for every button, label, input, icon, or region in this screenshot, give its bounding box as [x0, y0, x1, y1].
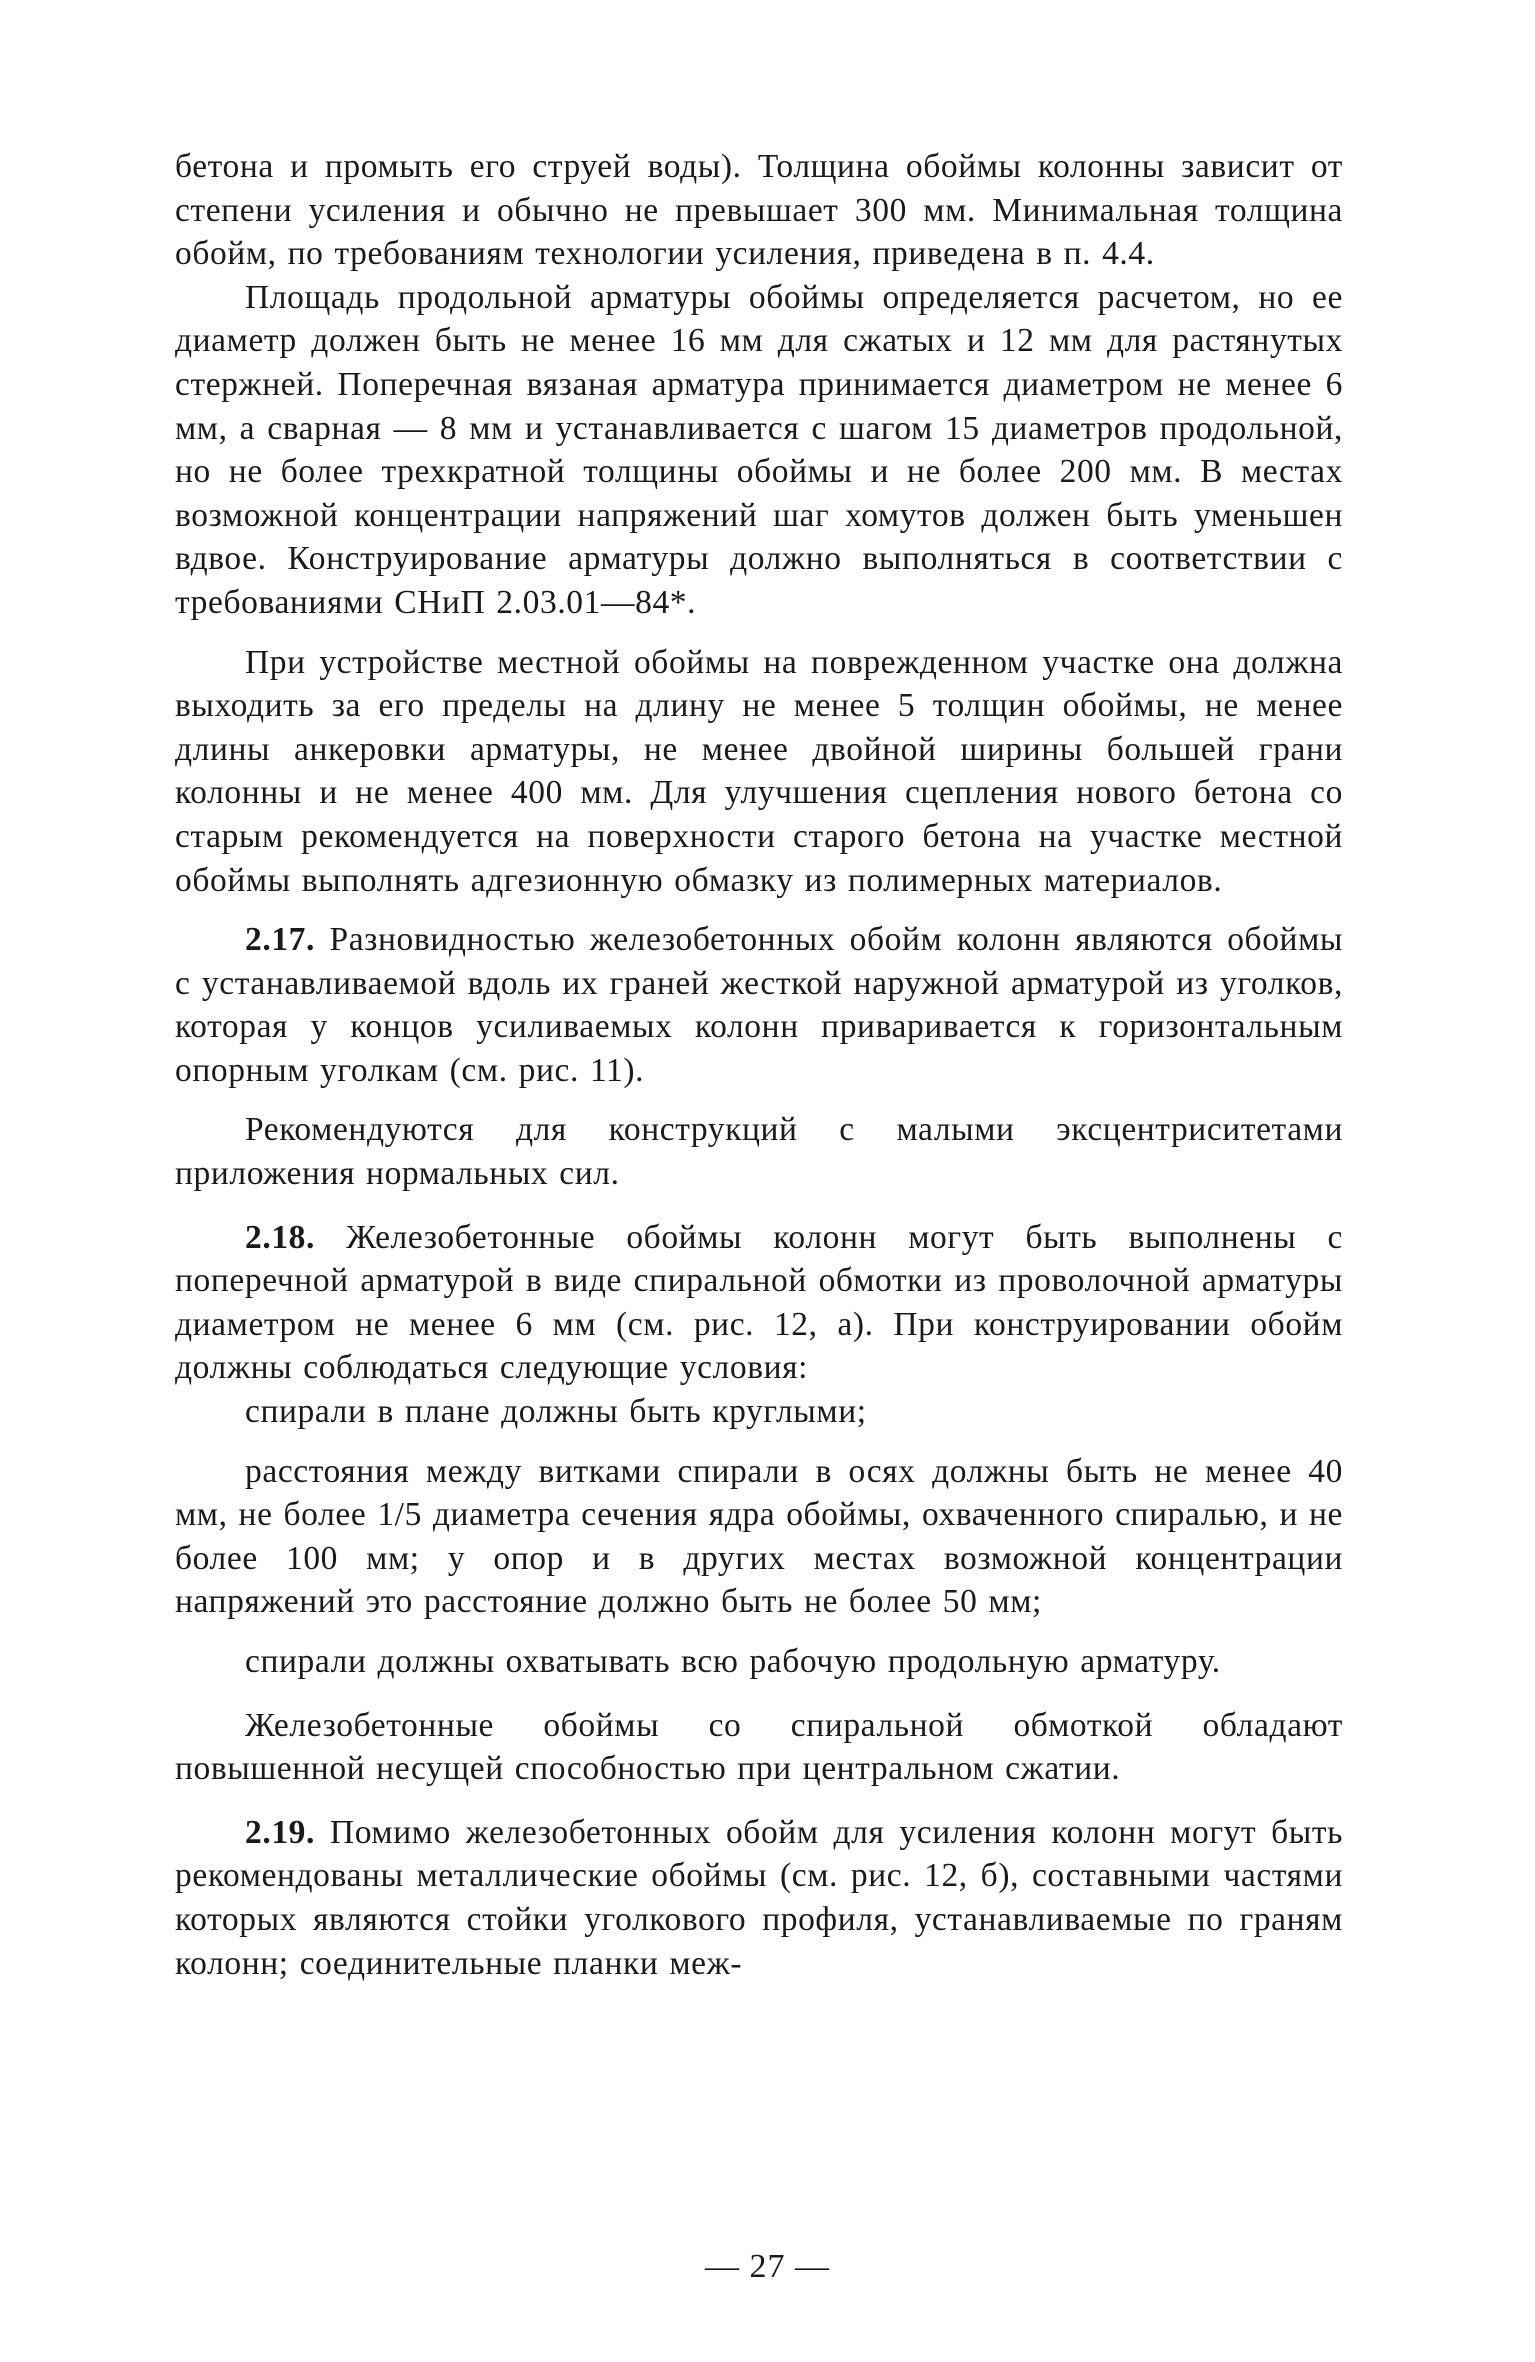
paragraph-condition-spacing: [175, 1450, 1343, 1624]
paragraph-text: Помимо железобетонных обойм для усиления колонн могут быть рекомендованы металлические обоймы (см. рис. 12, б), составными частями которых являются стойки уголкового профиля, устанавливаемые по граням колонн; соединительные планки меж-: [175, 1813, 1344, 1982]
paragraph-text: спирали в плане должны быть круглыми;: [245, 1393, 867, 1431]
paragraph-text: бетона и промыть его струей воды). Толщина обоймы колонны зависит от степени усиления и обычно не превышает 300 мм. Минимальная толщина обойм, по требованиям технологии усиления, приведена в п. 4.4.: [175, 148, 1343, 273]
paragraph-text: спирали должны охватывать всю рабочую продольную арматуру.: [245, 1643, 1221, 1680]
paragraph-text: Рекомендуются для конструкций с малыми эксцентриситетами приложения нормальных сил.: [175, 1111, 1343, 1193]
paragraph-text: Площадь продольной арматуры обоймы определяется расчетом, но ее диаметр должен быть не менее 16 мм для сжатых и 12 мм для растянутых стержней. Поперечная вязаная арматура принимается диаметром не менее 6 мм, а сварная — 8 мм и устанавливается с шагом 15 диаметров продольной, но не более трехкратной толщины обоймы и не более 200 мм. В местах возможной концентрации напряжений шаг хомутов должен быть уменьшен вдвое. Конструирование арматуры должно выполняться в соответствии с требованиями СНиП 2.03.01—84*.: [175, 278, 1343, 621]
section-number: 2.19.: [245, 1813, 315, 1851]
paragraph-text: Железобетонные обоймы колонн могут быть выполнены с поперечной арматурой в виде спиральной обмотки из проволочной арматуры диаметром не менее 6 мм (см. рис. 12, а). При конструировании обойм должны соблюдаться следующие условия:: [175, 1218, 1343, 1387]
page-number: — 27 —: [705, 2248, 830, 2285]
paragraph-text: Разновидностью железобетонных обойм колонн являются обоймы с устанавливаемой вдоль их граней жесткой наружной арматурой из уголков, которая у концов усиливаемых колонн приваривается к горизонтальным опорным уголкам (см. рис. 11).: [175, 921, 1343, 1089]
paragraph-condition-coverage: [175, 1640, 1343, 1684]
paragraph-text: Железобетонные обоймы со спиральной обмоткой обладают повышенной несущей способностью при центральном сжатии.: [175, 1706, 1343, 1788]
paragraph-condition-round: [175, 1390, 1343, 1434]
paragraph-text: При устройстве местной обоймы на поврежденном участке она должна выходить за его пределы на длину не менее 5 толщин обоймы, не менее длины анкеровки арматуры, не менее двойной ширины большей грани колонны и не менее 400 мм. Для улучшения сцепления нового бетона со старым рекомендуется на поверхности старого бетона на участке местной обоймы выполнять адгезионную обмазку из полимерных материалов.: [175, 643, 1343, 899]
paragraph-recommendation: [175, 1108, 1343, 1195]
paragraph-spiral-capacity: [175, 1704, 1343, 1791]
paragraph-2-19: [175, 1811, 1343, 1985]
paragraph-2-17: [175, 918, 1343, 1092]
paragraph-continuation: [175, 145, 1343, 276]
paragraph-local-jacket: [175, 641, 1343, 903]
paragraph-2-18: [175, 1216, 1343, 1390]
paragraph-text: расстояния между витками спирали в осях должны быть не менее 40 мм, не более 1/5 диаметра сечения ядра обоймы, охваченного спиралью, и не более 100 мм; у опор и в других местах возможной концентрации напряжений это расстояние должно быть не более 50 мм;: [175, 1452, 1343, 1621]
section-number: 2.17.: [245, 921, 315, 959]
section-number: 2.18.: [245, 1218, 315, 1256]
paragraph-longitudinal-reinforcement: [175, 276, 1343, 625]
body-text: [175, 145, 1343, 1985]
